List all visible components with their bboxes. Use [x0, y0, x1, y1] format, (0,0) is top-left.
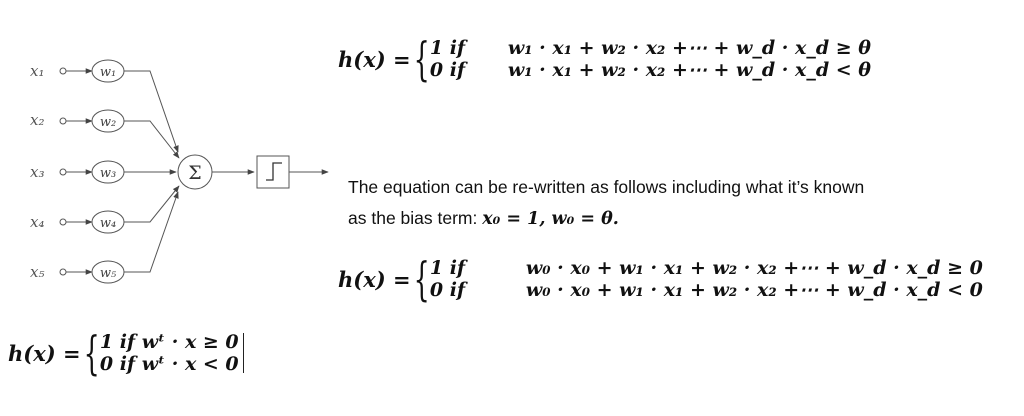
- case-condition: 0 if: [429, 279, 466, 301]
- weight-label: w₅: [99, 266, 117, 281]
- summation-node: [178, 155, 212, 189]
- equation-lhs: h(x) =: [338, 266, 411, 292]
- case-row: [430, 257, 983, 279]
- input-row-1: [30, 60, 178, 152]
- case-row: [100, 353, 239, 375]
- case-expression: w₀ · x₀ + w₁ · x₁ + w₂ · x₂ +⋯ + w_d · x_d < 0: [525, 279, 983, 301]
- equation-vector-form: [8, 326, 244, 380]
- bias-definition: x₀ = 1, w₀ = θ.: [482, 209, 619, 229]
- input-row-2: [30, 110, 179, 158]
- brace: {: [413, 32, 430, 86]
- case-condition: 1 if: [429, 257, 466, 279]
- input-label: x₃: [30, 163, 45, 181]
- input-label: x₅: [30, 263, 45, 281]
- case-condition: 1 if: [429, 37, 466, 59]
- case-expression: 1 if wᵗ · x ≥ 0: [99, 331, 239, 353]
- case-condition: 0 if: [429, 59, 466, 81]
- equation-cases: [430, 257, 983, 301]
- equation-lhs: h(x) =: [8, 340, 81, 366]
- crop-edge: [237, 333, 244, 373]
- brace: {: [83, 326, 100, 380]
- equation-cases: [430, 37, 871, 81]
- weight-label: w₄: [99, 216, 117, 231]
- case-expression: w₀ · x₀ + w₁ · x₁ + w₂ · x₂ +⋯ + w_d · x_d ≥ 0: [525, 257, 983, 279]
- explanation-line-2: [348, 203, 1018, 235]
- case-row: [430, 59, 871, 81]
- weight-label: w₁: [99, 65, 117, 80]
- explanation-text: as the bias term:: [348, 208, 483, 228]
- input-label: x₂: [30, 111, 45, 129]
- case-expression: w₁ · x₁ + w₂ · x₂ +⋯ + w_d · x_d ≥ θ: [507, 37, 871, 59]
- input-label: x₁: [30, 62, 45, 80]
- case-expression: w₁ · x₁ + w₂ · x₂ +⋯ + w_d · x_d < θ: [507, 59, 871, 81]
- equation-lhs: h(x) =: [338, 46, 411, 72]
- input-row-3: [30, 161, 176, 183]
- weight-label: w₃: [99, 166, 117, 181]
- explanation-line-1: The equation can be re-written as follows including what it’s known: [348, 177, 865, 197]
- bias-explanation: [348, 172, 1018, 235]
- case-row: [430, 37, 871, 59]
- case-expression: 0 if wᵗ · x < 0: [99, 353, 239, 375]
- brace: {: [413, 252, 430, 306]
- case-row: [100, 331, 239, 353]
- step-activation-box: [257, 156, 289, 188]
- perceptron-diagram: [0, 0, 340, 300]
- sigma-symbol: Σ: [188, 162, 202, 184]
- input-row-5: [30, 192, 178, 283]
- input-label: x₄: [30, 213, 45, 231]
- equation-with-bias: [338, 252, 983, 306]
- input-row-4: [30, 186, 179, 233]
- equation-threshold: [338, 32, 871, 86]
- equation-cases: [100, 331, 239, 375]
- weight-label: w₂: [99, 115, 117, 130]
- case-row: [430, 279, 983, 301]
